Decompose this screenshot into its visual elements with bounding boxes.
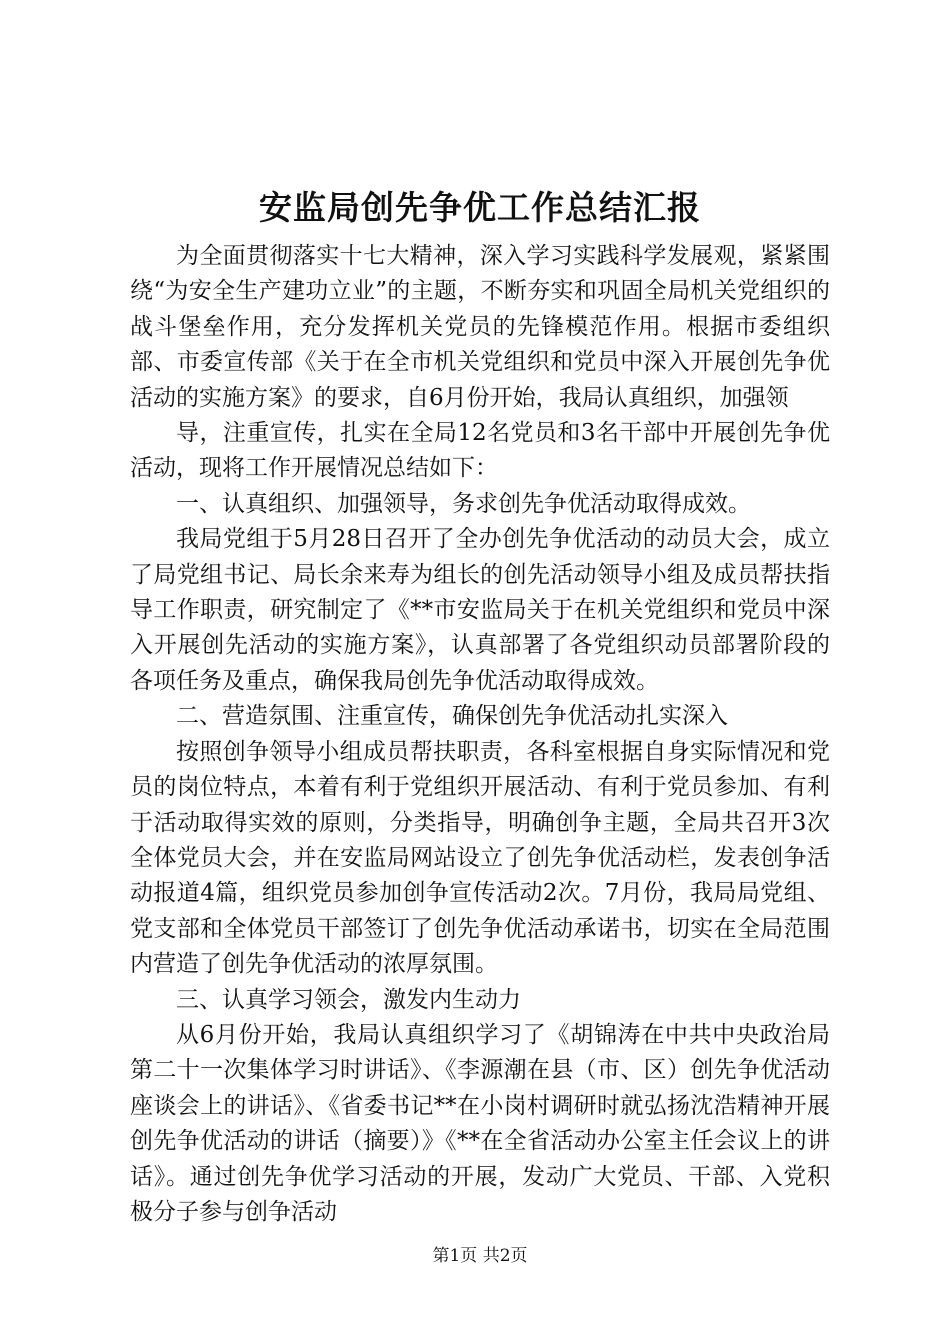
paragraph-intro-continued: 导，注重宣传，扎实在全局12名党员和3名干部中开展创先争优活动，现将工作开展情况总结如下： xyxy=(130,420,830,482)
paragraph-intro: 为全面贯彻落实十七大精神，深入学习实践科学发展观，紧紧围绕“为安全生产建功立业”的主题，不断夯实和巩固全局机关党组织的战斗堡垒作用，充分发挥机关党员的先锋模范作用。根据市委组织部、市委宣传部《关于在全市机关党组织和党员中深入开展创先争优活动的实施方案》的要求，自6月份开始，我局认真组织，加强领 xyxy=(130,243,830,411)
document-body xyxy=(130,239,830,1230)
paragraph-section-3: 从6月份开始，我局认真组织学习了《胡锦涛在中共中央政治局第二十一次集体学习时讲话》、《李源潮在县（市、区）创先争优活动座谈会上的讲话》、《省委书记**在小岗村调研时就弘扬沈浩精神开展创先争优活动的讲话（摘要）》《**在全省活动办公室主任会议上的讲话》。通过创先争优学习活动的开展，发动广大党员、干部、入党积极分子参与创争活动 xyxy=(130,1021,830,1225)
document-title: 安监局创先争优工作总结汇报 xyxy=(259,188,701,227)
section-heading-3: 三、认真学习领会，激发内生动力 xyxy=(176,986,521,1013)
document-page xyxy=(130,0,830,1344)
paragraph-section-1: 我局党组于5月28日召开了全办创先争优活动的动员大会，成立了局党组书记、局长余来寿为组长的创先活动领导小组及成员帮扶指导工作职责，研究制定了《**市安监局关于在机关党组织和党员中深入开展创先活动的实施方案》，认真部署了各党组织动员部署阶段的各项任务及重点，确保我局创先争优活动取得成效。 xyxy=(130,526,830,694)
section-heading-1: 一、认真组织、加强领导，务求创先争优活动取得成效。 xyxy=(176,490,751,517)
page-footer: 第1页 共2页 xyxy=(432,1246,528,1266)
section-heading-2: 二、营造氛围、注重宣传，确保创先争优活动扎实深入 xyxy=(176,703,728,730)
paragraph-section-2: 按照创争领导小组成员帮扶职责，各科室根据自身实际情况和党员的岗位特点，本着有利于党组织开展活动、有利于党员参加、有利于活动取得实效的原则，分类指导，明确创争主题，全局共召开3次全体党员大会，并在安监局网站设立了创先争优活动栏，发表创争活动报道4篇，组织党员参加创争宣传活动2次。7月份，我局局党组、党支部和全体党员干部签订了创先争优活动承诺书，切实在全局范围内营造了创先争优活动的浓厚氛围。 xyxy=(130,738,830,978)
